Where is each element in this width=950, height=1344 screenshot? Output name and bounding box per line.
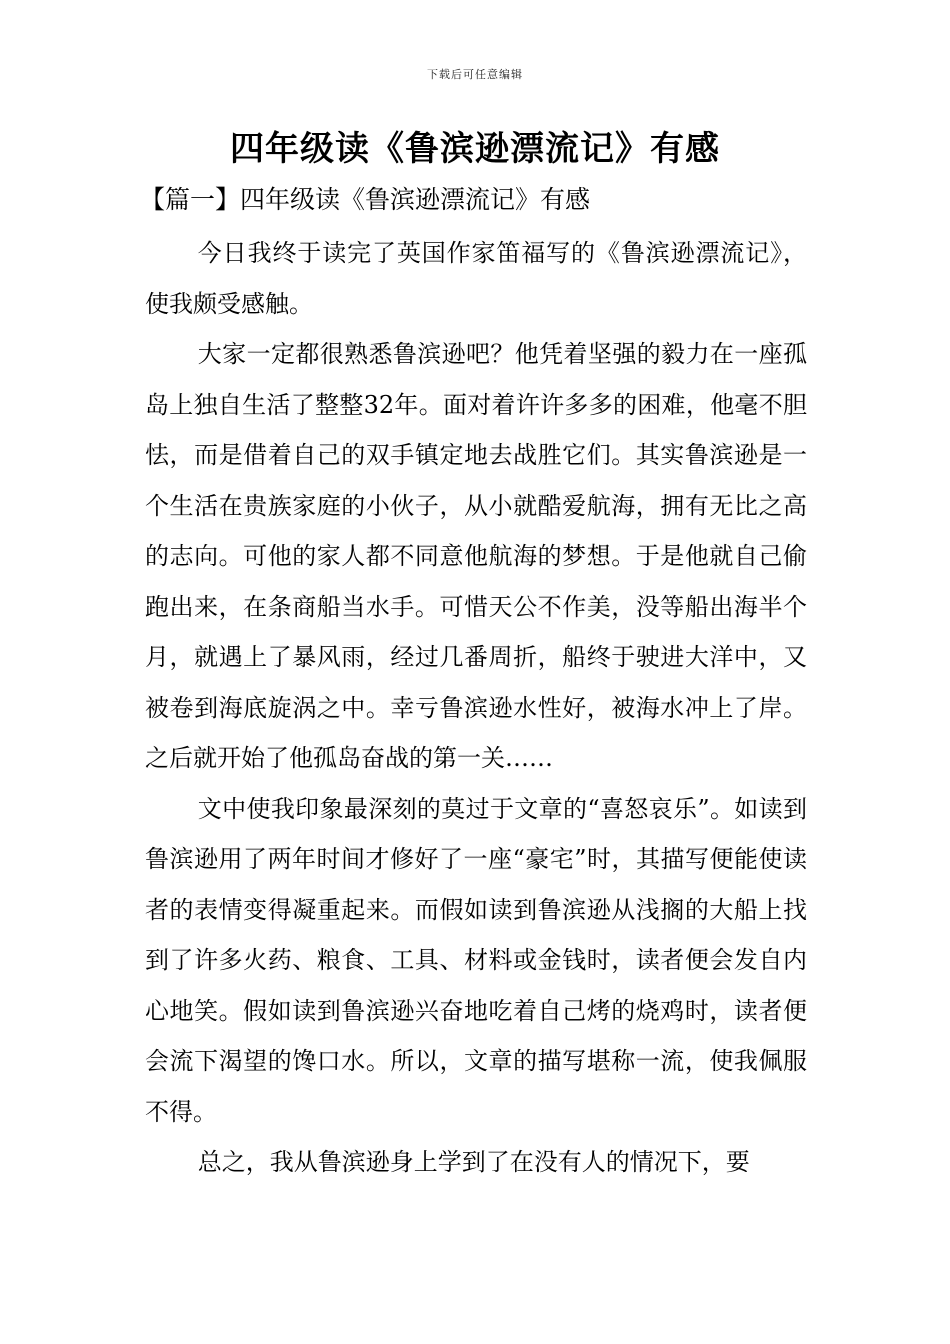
paragraph: 文中使我印象最深刻的莫过于文章的“喜怒哀乐”。如读到鲁滨逊用了两年时间才修好了一座“豪宅”时，其描写便能使读者的表情变得凝重起来。而假如读到鲁滨逊从浅搁的大船上找到了许多火药、粮食、工具、材料或金钱时，读者便会发自内心地笑。假如读到鲁滨逊兴奋地吃着自己烤的烧鸡时，读者便会流下渴望的馋口水。所以，文章的描写堪称一流，使我佩服不得。 [145,794,807,1126]
paragraph: 今日我终于读完了英国作家笛福写的《鲁滨逊漂流记》，使我颇受感触。 [145,239,807,318]
paragraph: 总之，我从鲁滨逊身上学到了在没有人的情况下，要 [197,1148,750,1176]
section-heading: 【篇一】四年级读《鲁滨逊漂流记》有感 [140,185,591,214]
document-title: 四年级读《鲁滨逊漂流记》有感 [230,129,720,169]
page-header-note: 下载后可任意编辑 [427,68,523,81]
paragraph: 大家一定都很熟悉鲁滨逊吧？他凭着坚强的毅力在一座孤岛上独自生活了整整32年。面对着许许多多的困难，他毫不胆怯，而是借着自己的双手镇定地去战胜它们。其实鲁滨逊是一个生活在贵族家庭的小伙子，从小就酷爱航海，拥有无比之高的志向。可他的家人都不同意他航海的梦想。于是他就自己偷跑出来，在条商船当水手。可惜天公不作美，没等船出海半个月，就遇上了暴风雨，经过几番周折，船终于驶进大洋中，又被卷到海底旋涡之中。幸亏鲁滨逊水性好，被海水冲上了岸。之后就开始了他孤岛奋战的第一关…… [145,340,807,772]
document-body [145,228,807,1188]
